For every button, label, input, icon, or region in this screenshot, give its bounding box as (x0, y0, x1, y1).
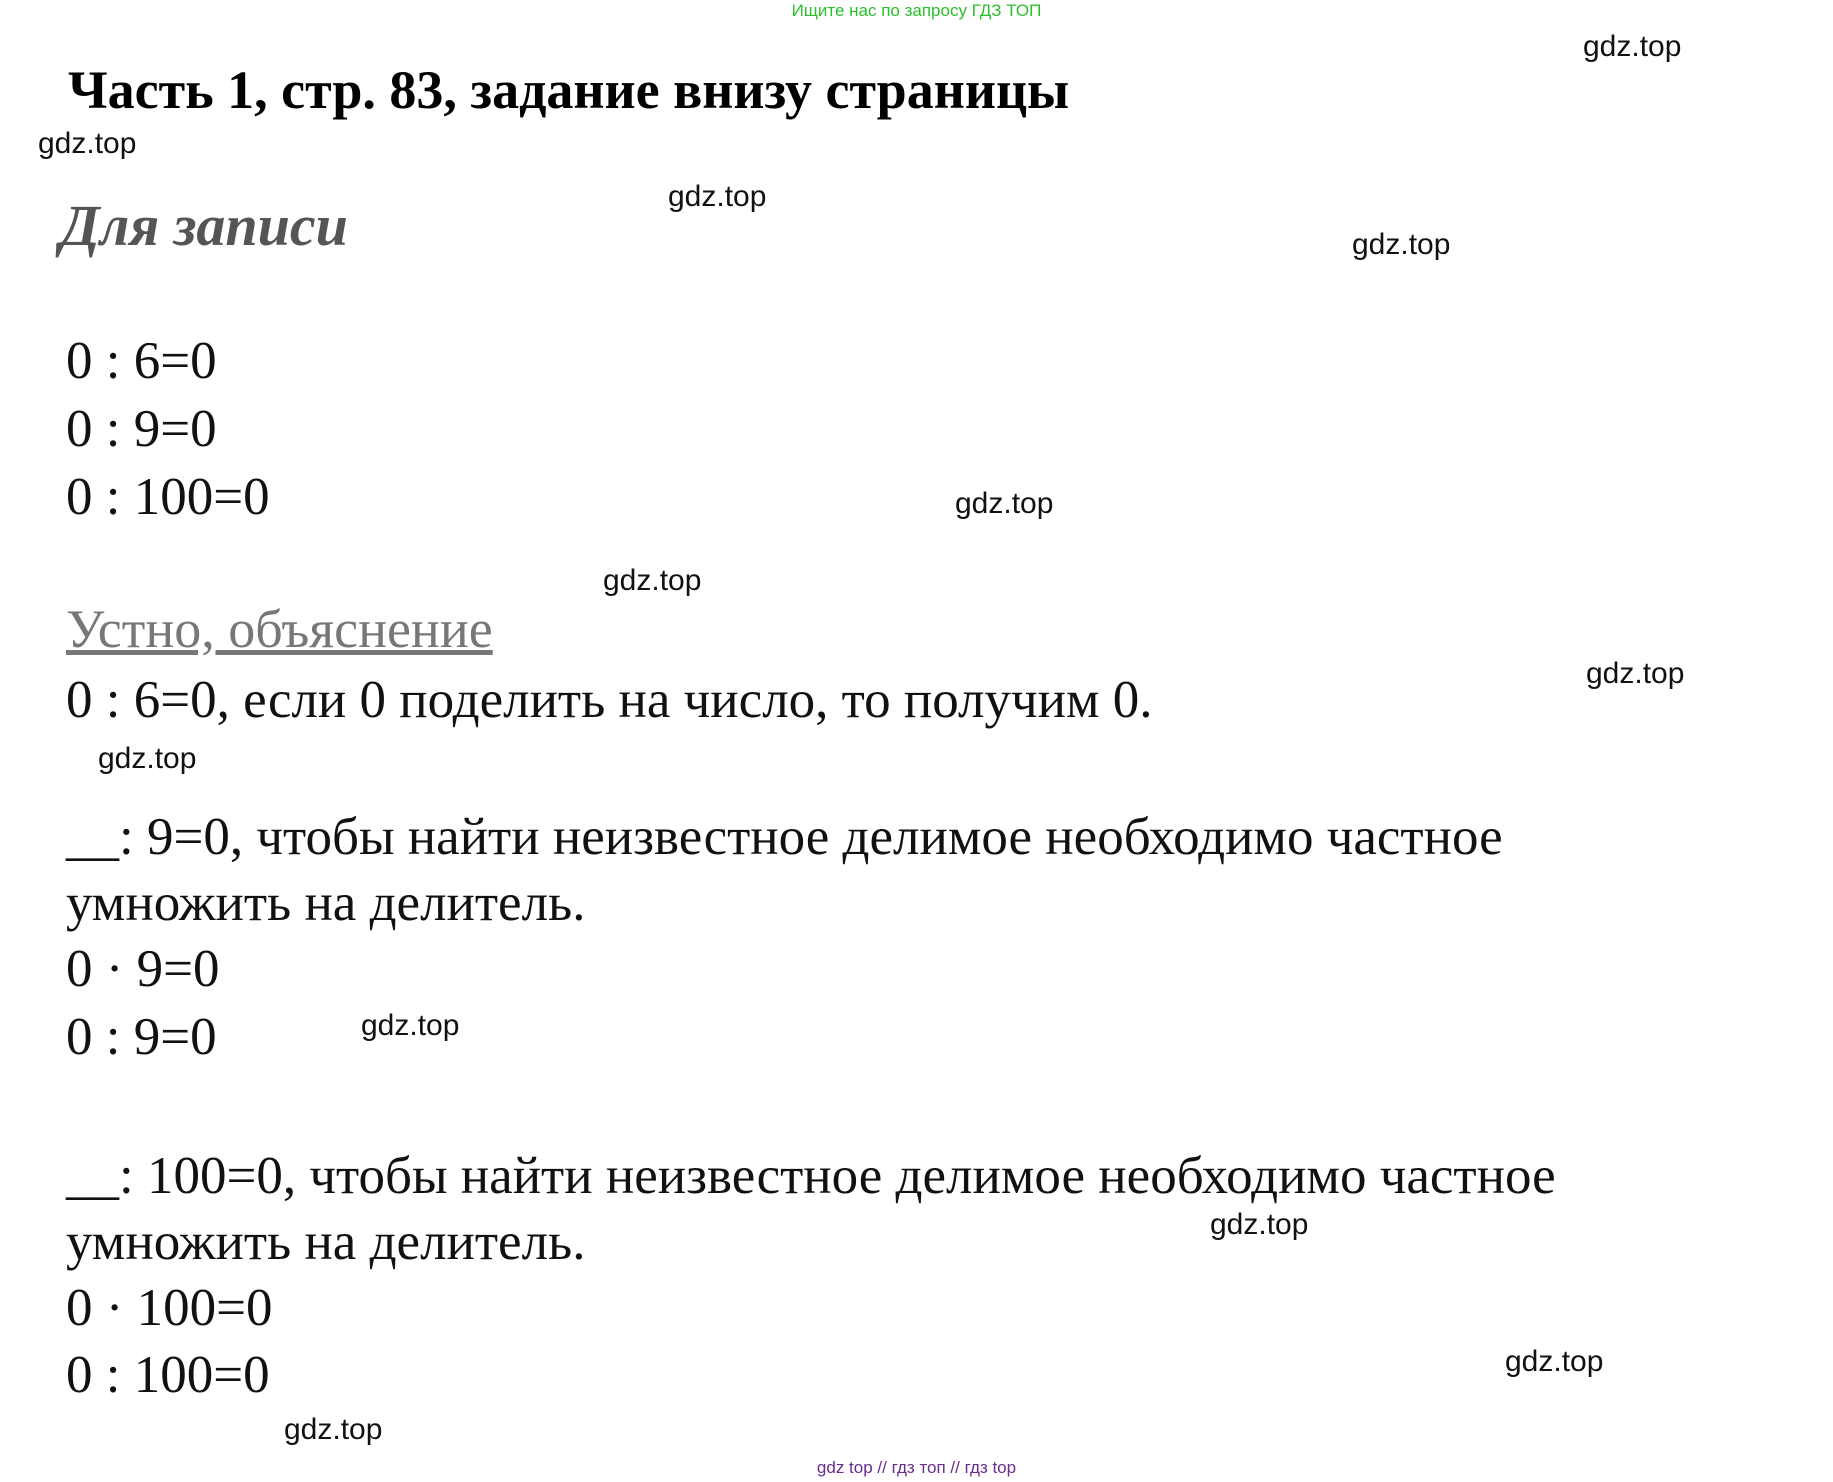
page-title: Часть 1, стр. 83, задание внизу страницы (68, 60, 1070, 120)
watermark: gdz.top (1586, 657, 1685, 690)
watermark: gdz.top (361, 1009, 460, 1042)
oral-block2-line-c: 0 · 9=0 (66, 940, 220, 998)
watermark: gdz.top (1352, 228, 1451, 261)
record-line-3: 0 : 100=0 (66, 468, 270, 526)
top-banner: Ищите нас по запросу ГДЗ ТОП (791, 1, 1042, 20)
watermark: gdz.top (38, 127, 137, 160)
oral-block3-line-c: 0 · 100=0 (66, 1279, 273, 1337)
section-heading-record: Для записи (60, 193, 348, 258)
watermark: gdz.top (1583, 30, 1682, 63)
oral-block2-line-b: умножить на делитель. (66, 874, 586, 932)
oral-line-1: 0 : 6=0, если 0 поделить на число, то получим 0. (66, 671, 1153, 729)
record-line-2: 0 : 9=0 (66, 400, 217, 458)
bottom-banner: gdz top // гдз топ // гдз top (816, 1458, 1017, 1477)
oral-block2-line-d: 0 : 9=0 (66, 1008, 217, 1066)
oral-block3-line-d: 0 : 100=0 (66, 1346, 270, 1404)
watermark: gdz.top (98, 742, 197, 775)
watermark: gdz.top (603, 564, 702, 597)
oral-block2-line-a: __: 9=0, чтобы найти неизвестное делимое необходимо частное (66, 808, 1503, 866)
watermark: gdz.top (955, 487, 1054, 520)
section-heading-oral: Устно, объяснение (66, 599, 493, 659)
oral-block3-line-b: умножить на делитель. (66, 1213, 586, 1271)
record-line-1: 0 : 6=0 (66, 332, 217, 390)
oral-block3-line-a: __: 100=0, чтобы найти неизвестное делимое необходимо частное (66, 1147, 1556, 1205)
watermark: gdz.top (284, 1413, 383, 1446)
watermark: gdz.top (1505, 1345, 1604, 1378)
watermark: gdz.top (668, 180, 767, 213)
watermark: gdz.top (1210, 1208, 1309, 1241)
